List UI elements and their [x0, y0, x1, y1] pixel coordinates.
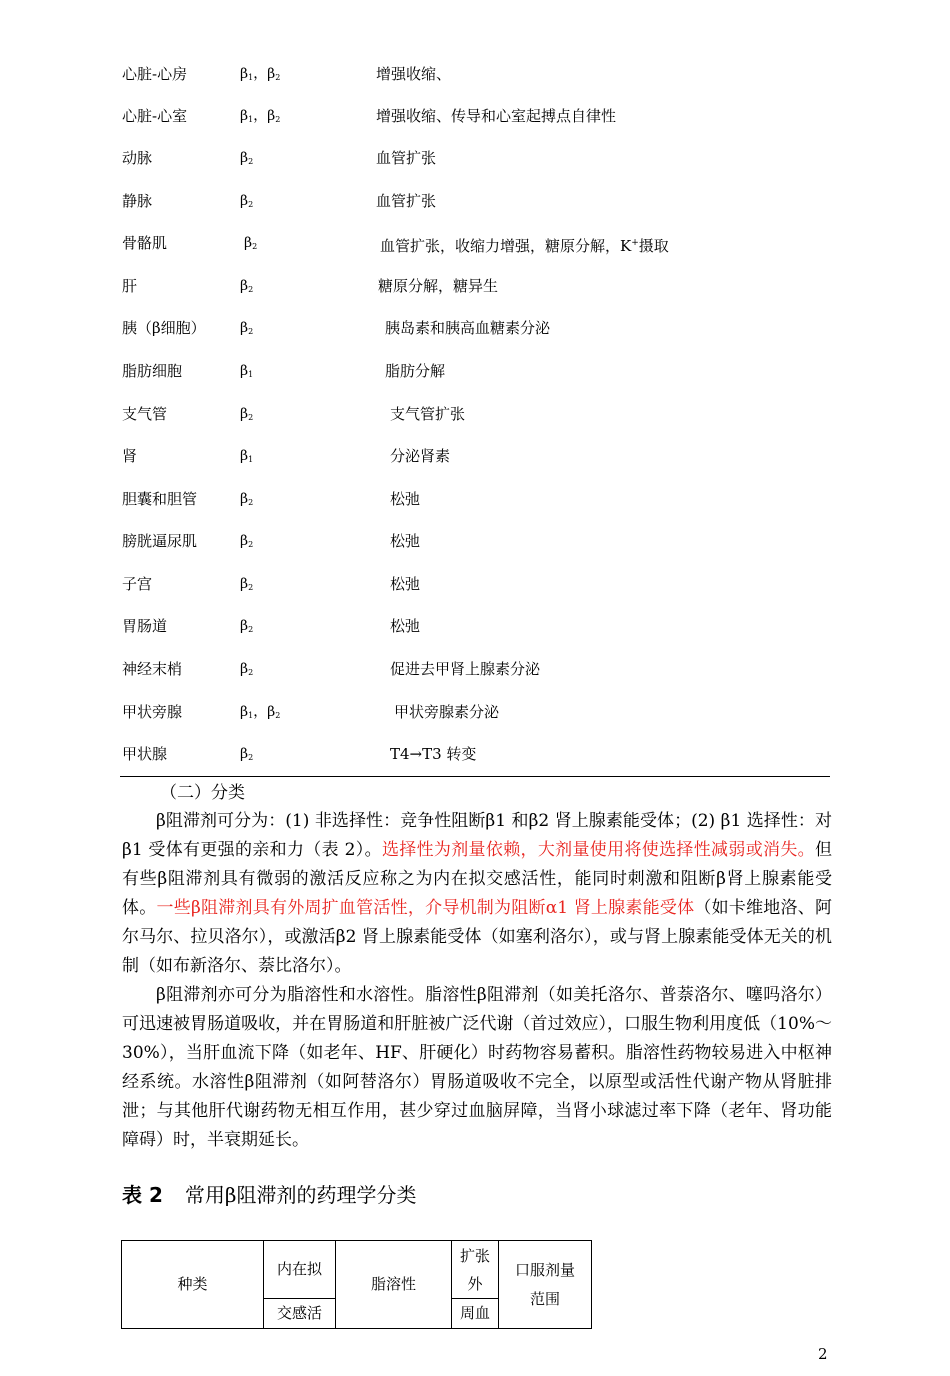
receptor-type: $\beta_2$	[240, 491, 254, 507]
header-kind: 种类	[122, 1241, 264, 1329]
receptor-effect: 松弛	[390, 532, 421, 550]
paragraph-solubility: β阻滞剂亦可分为脂溶性和水溶性。脂溶性β阻滞剂（如美托洛尔、普萘洛尔、噻吗洛尔）可迅速被胃肠道吸收，并在胃肠道和肝脏被广泛代谢（首过效应），口服生物利用度低（10%～30%），当肝血流下降（如老年、HF、肝硬化）时药物容易蓄积。脂溶性药物较易进入中枢神经系统。水溶性β阻滞剂（如阿替洛尔）胃肠道吸收不完全，以原型或活性代谢产物从肾脏排泄；与其他肝代谢药物无相互作用，甚少穿过血脑屏障，当肾小球滤过率下降（老年、肾功能障碍）时，半衰期延长。	[122, 985, 832, 1150]
table-row	[0, 529, 950, 553]
table-label: 表 2	[122, 1183, 163, 1207]
organ-name: 胆囊和胆管	[122, 490, 198, 508]
section-heading: （二）分类	[160, 783, 245, 803]
table-row	[0, 572, 950, 596]
organ-name: 支气管	[122, 405, 168, 423]
table-row	[0, 402, 950, 426]
table-title: 常用β阻滞剂的药理学分类	[184, 1183, 417, 1207]
organ-name: 静脉	[122, 192, 153, 210]
highlight-text: 一些β阻滞剂具有外周扩血管活性，介导机制为阻断α1 肾上腺素能受体	[156, 898, 695, 918]
organ-name: 甲状腺	[122, 745, 168, 763]
table-row	[0, 700, 950, 724]
organ-name: 胃肠道	[122, 617, 168, 635]
table-row	[0, 444, 950, 468]
receptor-effect: 促进去甲肾上腺素分泌	[390, 660, 541, 678]
receptor-effect: 增强收缩、	[376, 65, 452, 83]
beta-blocker-classification-table	[121, 1240, 592, 1329]
table-row	[0, 189, 950, 213]
paragraph-classification: β阻滞剂可分为：(1) 非选择性：竞争性阻断β1 和β2 肾上腺素能受体；(2) β1 选择性：对β1 受体有更强的亲和力（表 2）。选择性为剂量依赖，大剂量使用将使选择性减弱或消失。但有些β阻滞剂具有微弱的激活反应称之为内在拟交感活性，能同时刺激和阻断β肾上腺素能受体。一些β阻滞剂具有外周扩血管活性，介导机制为阻断α1 肾上腺素能受体（如卡维地洛、阿尔马尔、拉贝洛尔），或激活β2 肾上腺素能受体（如塞利洛尔），或与肾上腺素能受体无关的机制（如布新洛尔、萘比洛尔）。	[122, 811, 833, 976]
receptor-type: $\beta_2$	[240, 150, 254, 166]
receptor-effect: 血管扩张	[376, 149, 437, 167]
receptor-type: $\beta_2$	[240, 746, 254, 762]
organ-name: 膀胱逼尿肌	[122, 532, 198, 550]
receptor-effect: 血管扩张	[376, 192, 437, 210]
receptor-type: $\beta_1$	[240, 363, 254, 379]
receptor-type: $\beta_2$	[240, 193, 254, 209]
receptor-type: $\beta_1$	[240, 448, 254, 464]
page-number: 2	[818, 1345, 828, 1363]
receptor-effect: 血管扩张，收缩力增强，糖原分解，K+摄取	[380, 237, 669, 255]
table-row	[0, 146, 950, 170]
table-row	[0, 274, 950, 298]
table-row	[0, 231, 950, 255]
receptor-type: $\beta_1$，$\beta_2$	[240, 704, 281, 720]
receptor-effect: 松弛	[390, 617, 421, 635]
table-row	[0, 487, 950, 511]
receptor-type: $\beta_2$	[240, 576, 254, 592]
table-row	[0, 742, 950, 766]
header-isa-top: 内在拟	[264, 1241, 336, 1299]
table-row	[0, 62, 950, 86]
organ-name: 甲状旁腺	[122, 703, 183, 721]
table-row	[0, 614, 950, 638]
table-caption	[122, 1180, 416, 1210]
table-row	[0, 104, 950, 128]
organ-name: 心脏-心房	[122, 65, 188, 83]
receptor-effect: 糖原分解，糖异生	[378, 277, 499, 295]
receptor-type: $\beta_2$	[240, 320, 254, 336]
receptor-effect: 甲状旁腺素分泌	[394, 703, 500, 721]
receptor-effect: 脂肪分解	[385, 362, 446, 380]
organ-name: 脂肪细胞	[122, 362, 183, 380]
table-row	[0, 657, 950, 681]
receptor-type: $\beta_2$	[244, 235, 258, 251]
table-row	[0, 316, 950, 340]
receptor-type: $\beta_2$	[240, 533, 254, 549]
header-vaso-bottom: 周血	[452, 1299, 499, 1329]
organ-name: 肾	[122, 447, 138, 465]
receptor-effect: T4→T3 转变	[390, 745, 477, 763]
receptor-effect: 分泌肾素	[390, 447, 451, 465]
organ-name: 肝	[122, 277, 138, 295]
receptor-effect: 支气管扩张	[390, 405, 466, 423]
organ-name: 神经末梢	[122, 660, 183, 678]
highlight-text: 选择性为剂量依赖，大剂量使用将使选择性减弱或消失。	[381, 840, 815, 860]
receptor-type: $\beta_2$	[240, 618, 254, 634]
organ-name: 动脉	[122, 149, 153, 167]
receptor-effect: 松弛	[390, 490, 421, 508]
body-text	[122, 807, 832, 1155]
header-vaso: 扩张 外	[452, 1241, 499, 1299]
receptor-type: $\beta_2$	[240, 406, 254, 422]
receptor-type: $\beta_1$，$\beta_2$	[240, 108, 281, 124]
receptor-type: $\beta_1$，$\beta_2$	[240, 66, 281, 82]
header-isa-bottom: 交感活	[264, 1299, 336, 1329]
table-row	[0, 359, 950, 383]
receptor-effect: 松弛	[390, 575, 421, 593]
header-lipid: 脂溶性	[336, 1241, 452, 1329]
receptor-type: $\beta_2$	[240, 661, 254, 677]
organ-name: 心脏-心室	[122, 107, 188, 125]
organ-name: 骨骼肌	[122, 234, 168, 252]
receptor-type: $\beta_2$	[240, 278, 254, 294]
organ-name: 胰（β细胞）	[122, 319, 206, 337]
table-bottom-rule	[120, 776, 830, 777]
organ-name: 子宫	[122, 575, 153, 593]
header-dose: 口服剂量 范围	[499, 1241, 592, 1329]
receptor-effect: 增强收缩、传导和心室起搏点自律性	[376, 107, 617, 125]
receptor-effect: 胰岛素和胰高血糖素分泌	[385, 319, 551, 337]
